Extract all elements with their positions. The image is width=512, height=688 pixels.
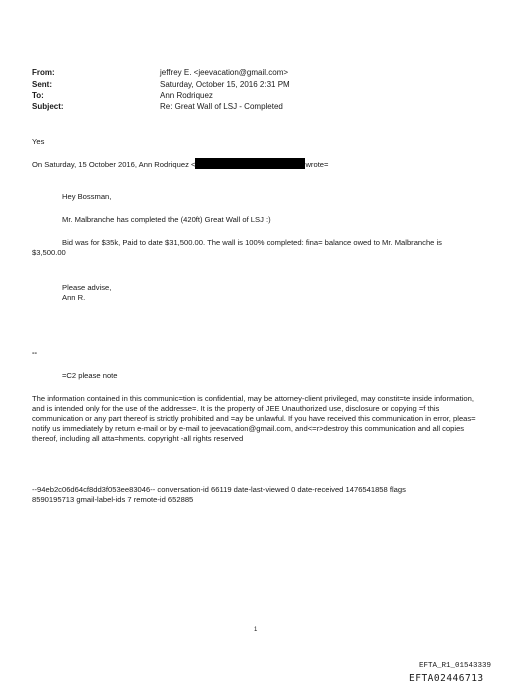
greeting-text: Hey Bossman, xyxy=(62,192,112,201)
quote-line xyxy=(32,158,328,170)
confidentiality-disclaimer: The information contained in this communic=tion is confidential, may be attorney-client privileged, may constit=te inside information, and is intended only for the use of the addresse=. It is the property of JEE Unauthorized use, disclosure or copying =f this communication or any part thereof is strictly prohibited and =ay be unlawful. If you have received this communication in error, pleas= notify us immediately by return e-mail or by e-mail to jeevacation@gmail.com, and<=r>destroy this communication and all copies thereof, including all atta=hments. copyright -all rights reserved xyxy=(32,394,476,443)
quote-prefix: On Saturday, 15 October 2016, Ann Rodriquez < xyxy=(32,160,196,169)
completion-line: Mr. Malbranche has completed the (420ft) Great Wall of LSJ :) xyxy=(62,215,271,224)
reply-text: Yes xyxy=(32,137,45,146)
redaction-bar xyxy=(195,158,305,169)
note-text: =C2 please note xyxy=(62,371,118,380)
to-value: Ann Rodriquez xyxy=(160,91,213,100)
balance-amount: $3,500.00 xyxy=(32,248,66,257)
page-number: 1 xyxy=(254,627,258,633)
from-value: jeffrey E. <jeevacation@gmail.com> xyxy=(160,68,289,77)
separator-dash: -- xyxy=(32,348,38,357)
to-label: To: xyxy=(32,91,44,100)
efta-reference-small: EFTA_R1_01543339 xyxy=(419,662,492,670)
subject-value: Re: Great Wall of LSJ - Completed xyxy=(160,102,283,111)
balance-line: Bid was for $35k, Paid to date $31,500.00. The wall is 100% completed: fina= balance owed to Mr. Malbranche is xyxy=(62,238,442,247)
subject-label: Subject: xyxy=(32,102,64,111)
from-label: From: xyxy=(32,68,55,77)
sent-value: Saturday, October 15, 2016 2:31 PM xyxy=(160,80,290,89)
metadata-line-2: 8590195713 gmail-label-ids 7 remote-id 652885 xyxy=(32,495,194,504)
efta-reference-large: EFTA02446713 xyxy=(409,673,484,684)
signature-text: Ann R. xyxy=(62,293,86,302)
quote-suffix: wrote= xyxy=(305,160,329,169)
sent-label: Sent: xyxy=(32,80,52,89)
metadata-line-1: --94eb2c06d64cf8dd3f053ee83046-- conversation-id 66119 date-last-viewed 0 date-received 1476541858 flags xyxy=(32,485,406,494)
advise-text: Please advise, xyxy=(62,283,112,292)
